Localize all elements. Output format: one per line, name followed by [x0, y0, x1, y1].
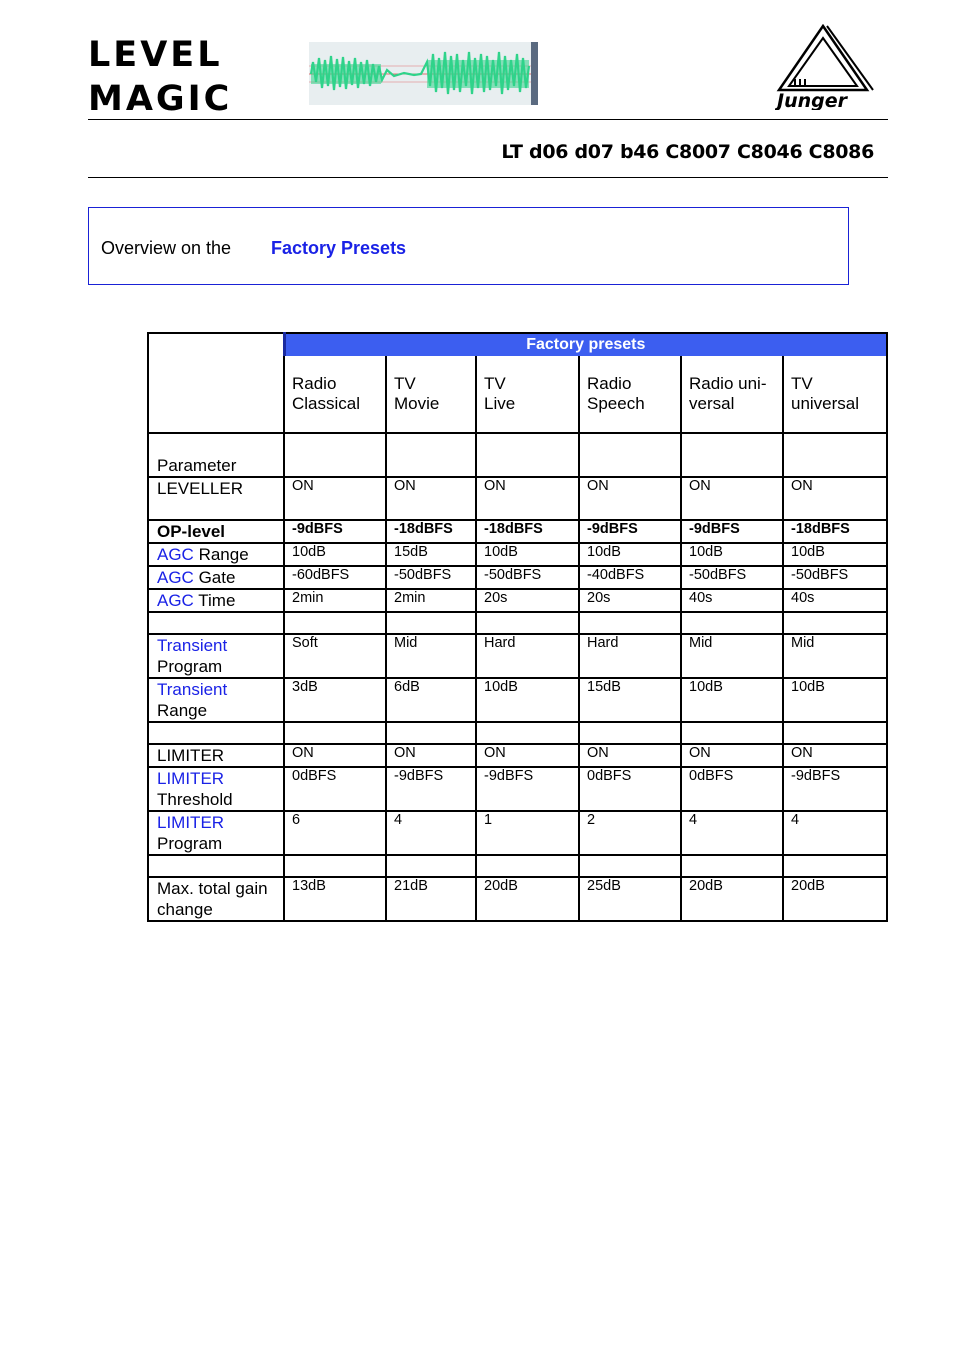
table-cell — [386, 612, 476, 634]
table-cell: 10dB — [783, 543, 887, 566]
table-cell: -9dBFS — [476, 767, 579, 811]
overview-box — [88, 207, 849, 285]
table-cell: -9dBFS — [386, 767, 476, 811]
table-cell: -9dBFS — [579, 520, 681, 543]
table-cell: 10dB — [681, 678, 783, 722]
parameter-label — [148, 678, 284, 722]
parameter-label — [148, 855, 284, 877]
table-cell: ON — [284, 477, 386, 520]
overview-highlight: Factory Presets — [271, 238, 407, 258]
table-cell: 40s — [783, 589, 887, 612]
table-cell — [681, 433, 783, 477]
table-row — [148, 433, 887, 477]
table-cell: 0dBFS — [579, 767, 681, 811]
preset-name — [579, 356, 681, 433]
table-cell — [783, 722, 887, 744]
preset-name-line: TV — [394, 374, 416, 393]
table-cell: 10dB — [476, 543, 579, 566]
table-cell: ON — [579, 744, 681, 767]
table-cell — [579, 433, 681, 477]
table-cell — [681, 612, 783, 634]
header-divider — [88, 119, 888, 120]
preset-name — [681, 356, 783, 433]
table-cell: 0dBFS — [681, 767, 783, 811]
table-cell: ON — [284, 744, 386, 767]
parameter-label-line: LIMITER — [157, 746, 225, 765]
parameter-label — [148, 589, 284, 612]
table-cell: ON — [386, 477, 476, 520]
parameter-label-line: OP-level — [157, 522, 226, 541]
parameter-label — [148, 744, 284, 767]
table-row — [148, 543, 887, 566]
table-cell: ON — [783, 744, 887, 767]
table-corner-cell — [148, 333, 284, 356]
table-cell: 6 — [284, 811, 386, 855]
table-cell — [579, 722, 681, 744]
parameter-label-line: Parameter — [157, 456, 237, 475]
table-cell: ON — [579, 477, 681, 520]
table-cell: 4 — [386, 811, 476, 855]
table-cell — [681, 855, 783, 877]
parameter-label — [148, 566, 284, 589]
table-row — [148, 612, 887, 634]
parameter-label-line: LEVELLER — [157, 479, 243, 498]
table-cell: -9dBFS — [783, 767, 887, 811]
table-cell: 20dB — [783, 877, 887, 921]
parameter-label-line: change — [157, 900, 213, 919]
table-cell: 10dB — [476, 678, 579, 722]
factory-presets-table — [147, 332, 888, 922]
table-cell: ON — [681, 477, 783, 520]
table-cell: -50dBFS — [783, 566, 887, 589]
preset-header-row — [148, 356, 887, 433]
table-cell — [284, 433, 386, 477]
table-cell: -50dBFS — [476, 566, 579, 589]
table-cell: -40dBFS — [579, 566, 681, 589]
table-cell: -9dBFS — [681, 520, 783, 543]
table-cell: -18dBFS — [476, 520, 579, 543]
table-row — [148, 811, 887, 855]
table-cell: 21dB — [386, 877, 476, 921]
table-cell: 0dBFS — [284, 767, 386, 811]
table-cell — [386, 722, 476, 744]
preset-name-line: versal — [689, 394, 735, 413]
model-line: LT d06 d07 b46 C8007 C8046 C8086 — [501, 141, 874, 163]
table-cell: Hard — [476, 634, 579, 678]
table-cell: -50dBFS — [386, 566, 476, 589]
table-cell — [783, 433, 887, 477]
preset-name-line: Classical — [292, 394, 361, 413]
table-row — [148, 566, 887, 589]
preset-name-line: Speech — [587, 394, 645, 413]
table-cell: -18dBFS — [783, 520, 887, 543]
table-cell: 40s — [681, 589, 783, 612]
parameter-header-cell — [148, 356, 284, 433]
parameter-label-rest: Program — [157, 834, 223, 853]
table-cell: 25dB — [579, 877, 681, 921]
table-cell: Mid — [783, 634, 887, 678]
table-cell — [783, 855, 887, 877]
table-cell — [783, 612, 887, 634]
table-cell — [386, 433, 476, 477]
table-cell: 13dB — [284, 877, 386, 921]
table-title-row — [148, 333, 887, 356]
subheader-divider — [88, 177, 888, 178]
table-title: Factory presets — [284, 333, 887, 356]
table-row — [148, 722, 887, 744]
preset-name-line: Live — [484, 394, 516, 413]
table-cell: 10dB — [681, 543, 783, 566]
parameter-label-highlight: Transient — [157, 680, 228, 699]
table-cell: 10dB — [579, 543, 681, 566]
parameter-label — [148, 433, 284, 477]
table-cell — [284, 612, 386, 634]
table-row — [148, 589, 887, 612]
table-cell: 4 — [783, 811, 887, 855]
table-cell: Mid — [386, 634, 476, 678]
waveform-image — [309, 42, 538, 105]
preset-name — [476, 356, 579, 433]
table-row — [148, 877, 887, 921]
parameter-label — [148, 612, 284, 634]
table-cell — [386, 855, 476, 877]
parameter-label-rest: Program — [157, 657, 223, 676]
table-cell: 2min — [386, 589, 476, 612]
table-row — [148, 678, 887, 722]
table-cell — [476, 855, 579, 877]
table-cell: 20dB — [681, 877, 783, 921]
parameter-label-highlight: AGC — [157, 591, 194, 610]
logo-line1: LEVEL — [88, 38, 223, 75]
preset-name-line: TV — [484, 374, 506, 393]
table-cell: 4 — [681, 811, 783, 855]
parameter-label-highlight: Transient — [157, 636, 228, 655]
table-cell: 10dB — [783, 678, 887, 722]
table-cell — [579, 612, 681, 634]
preset-name-line: Movie — [394, 394, 440, 413]
table-cell — [284, 855, 386, 877]
table-cell: 20dB — [476, 877, 579, 921]
table-cell: 15dB — [386, 543, 476, 566]
table-cell: 10dB — [284, 543, 386, 566]
table-cell: 2 — [579, 811, 681, 855]
table-cell: 15dB — [579, 678, 681, 722]
preset-name — [783, 356, 887, 433]
parameter-label-highlight: LIMITER — [157, 813, 225, 832]
table-cell: 6dB — [386, 678, 476, 722]
table-cell: 20s — [476, 589, 579, 612]
table-row — [148, 855, 887, 877]
table-cell: -50dBFS — [681, 566, 783, 589]
table-cell: Mid — [681, 634, 783, 678]
parameter-label — [148, 767, 284, 811]
parameter-label-highlight: LIMITER — [157, 769, 225, 788]
table-row — [148, 477, 887, 520]
junger-logo — [775, 24, 879, 110]
table-cell: Hard — [579, 634, 681, 678]
table-cell: ON — [681, 744, 783, 767]
brand-name: Junger — [777, 90, 847, 110]
level-magic-logo — [88, 38, 268, 118]
table-cell: 1 — [476, 811, 579, 855]
preset-name-line: TV — [791, 374, 813, 393]
table-cell: 20s — [579, 589, 681, 612]
parameter-label — [148, 722, 284, 744]
parameter-label-rest: Threshold — [157, 790, 233, 809]
parameter-label — [148, 811, 284, 855]
table-cell — [284, 722, 386, 744]
preset-name — [386, 356, 476, 433]
table-row — [148, 634, 887, 678]
preset-name-line: Radio — [292, 374, 337, 393]
logo-line2: MAGIC — [88, 79, 233, 118]
preset-name — [284, 356, 386, 433]
parameter-label-rest: Range — [193, 545, 249, 564]
preset-name-line: Radio — [587, 374, 632, 393]
table-cell — [476, 612, 579, 634]
parameter-label — [148, 543, 284, 566]
parameter-label — [148, 877, 284, 921]
table-row — [148, 767, 887, 811]
parameter-label-rest: Range — [157, 701, 208, 720]
table-cell: ON — [386, 744, 476, 767]
table-cell: ON — [476, 477, 579, 520]
parameter-label — [148, 520, 284, 543]
parameter-label-rest: Gate — [193, 568, 236, 587]
table-cell: 3dB — [284, 678, 386, 722]
parameter-label — [148, 477, 284, 520]
table-cell — [476, 433, 579, 477]
table-cell: Soft — [284, 634, 386, 678]
table-cell: -18dBFS — [386, 520, 476, 543]
table-cell: ON — [476, 744, 579, 767]
overview-lead: Overview on the — [101, 238, 232, 258]
parameter-label-highlight: AGC — [157, 568, 194, 587]
table-cell — [681, 722, 783, 744]
parameter-label — [148, 634, 284, 678]
parameter-label-rest: Time — [193, 591, 236, 610]
table-row — [148, 520, 887, 543]
preset-name-line: universal — [791, 394, 860, 413]
preset-name-line: Radio uni- — [689, 374, 767, 393]
table-cell: 2min — [284, 589, 386, 612]
parameter-label-line: Max. total gain — [157, 879, 268, 898]
table-cell: ON — [783, 477, 887, 520]
table-cell: -9dBFS — [284, 520, 386, 543]
table-row — [148, 744, 887, 767]
parameter-label-highlight: AGC — [157, 545, 194, 564]
table-cell — [476, 722, 579, 744]
table-cell: -60dBFS — [284, 566, 386, 589]
table-cell — [579, 855, 681, 877]
